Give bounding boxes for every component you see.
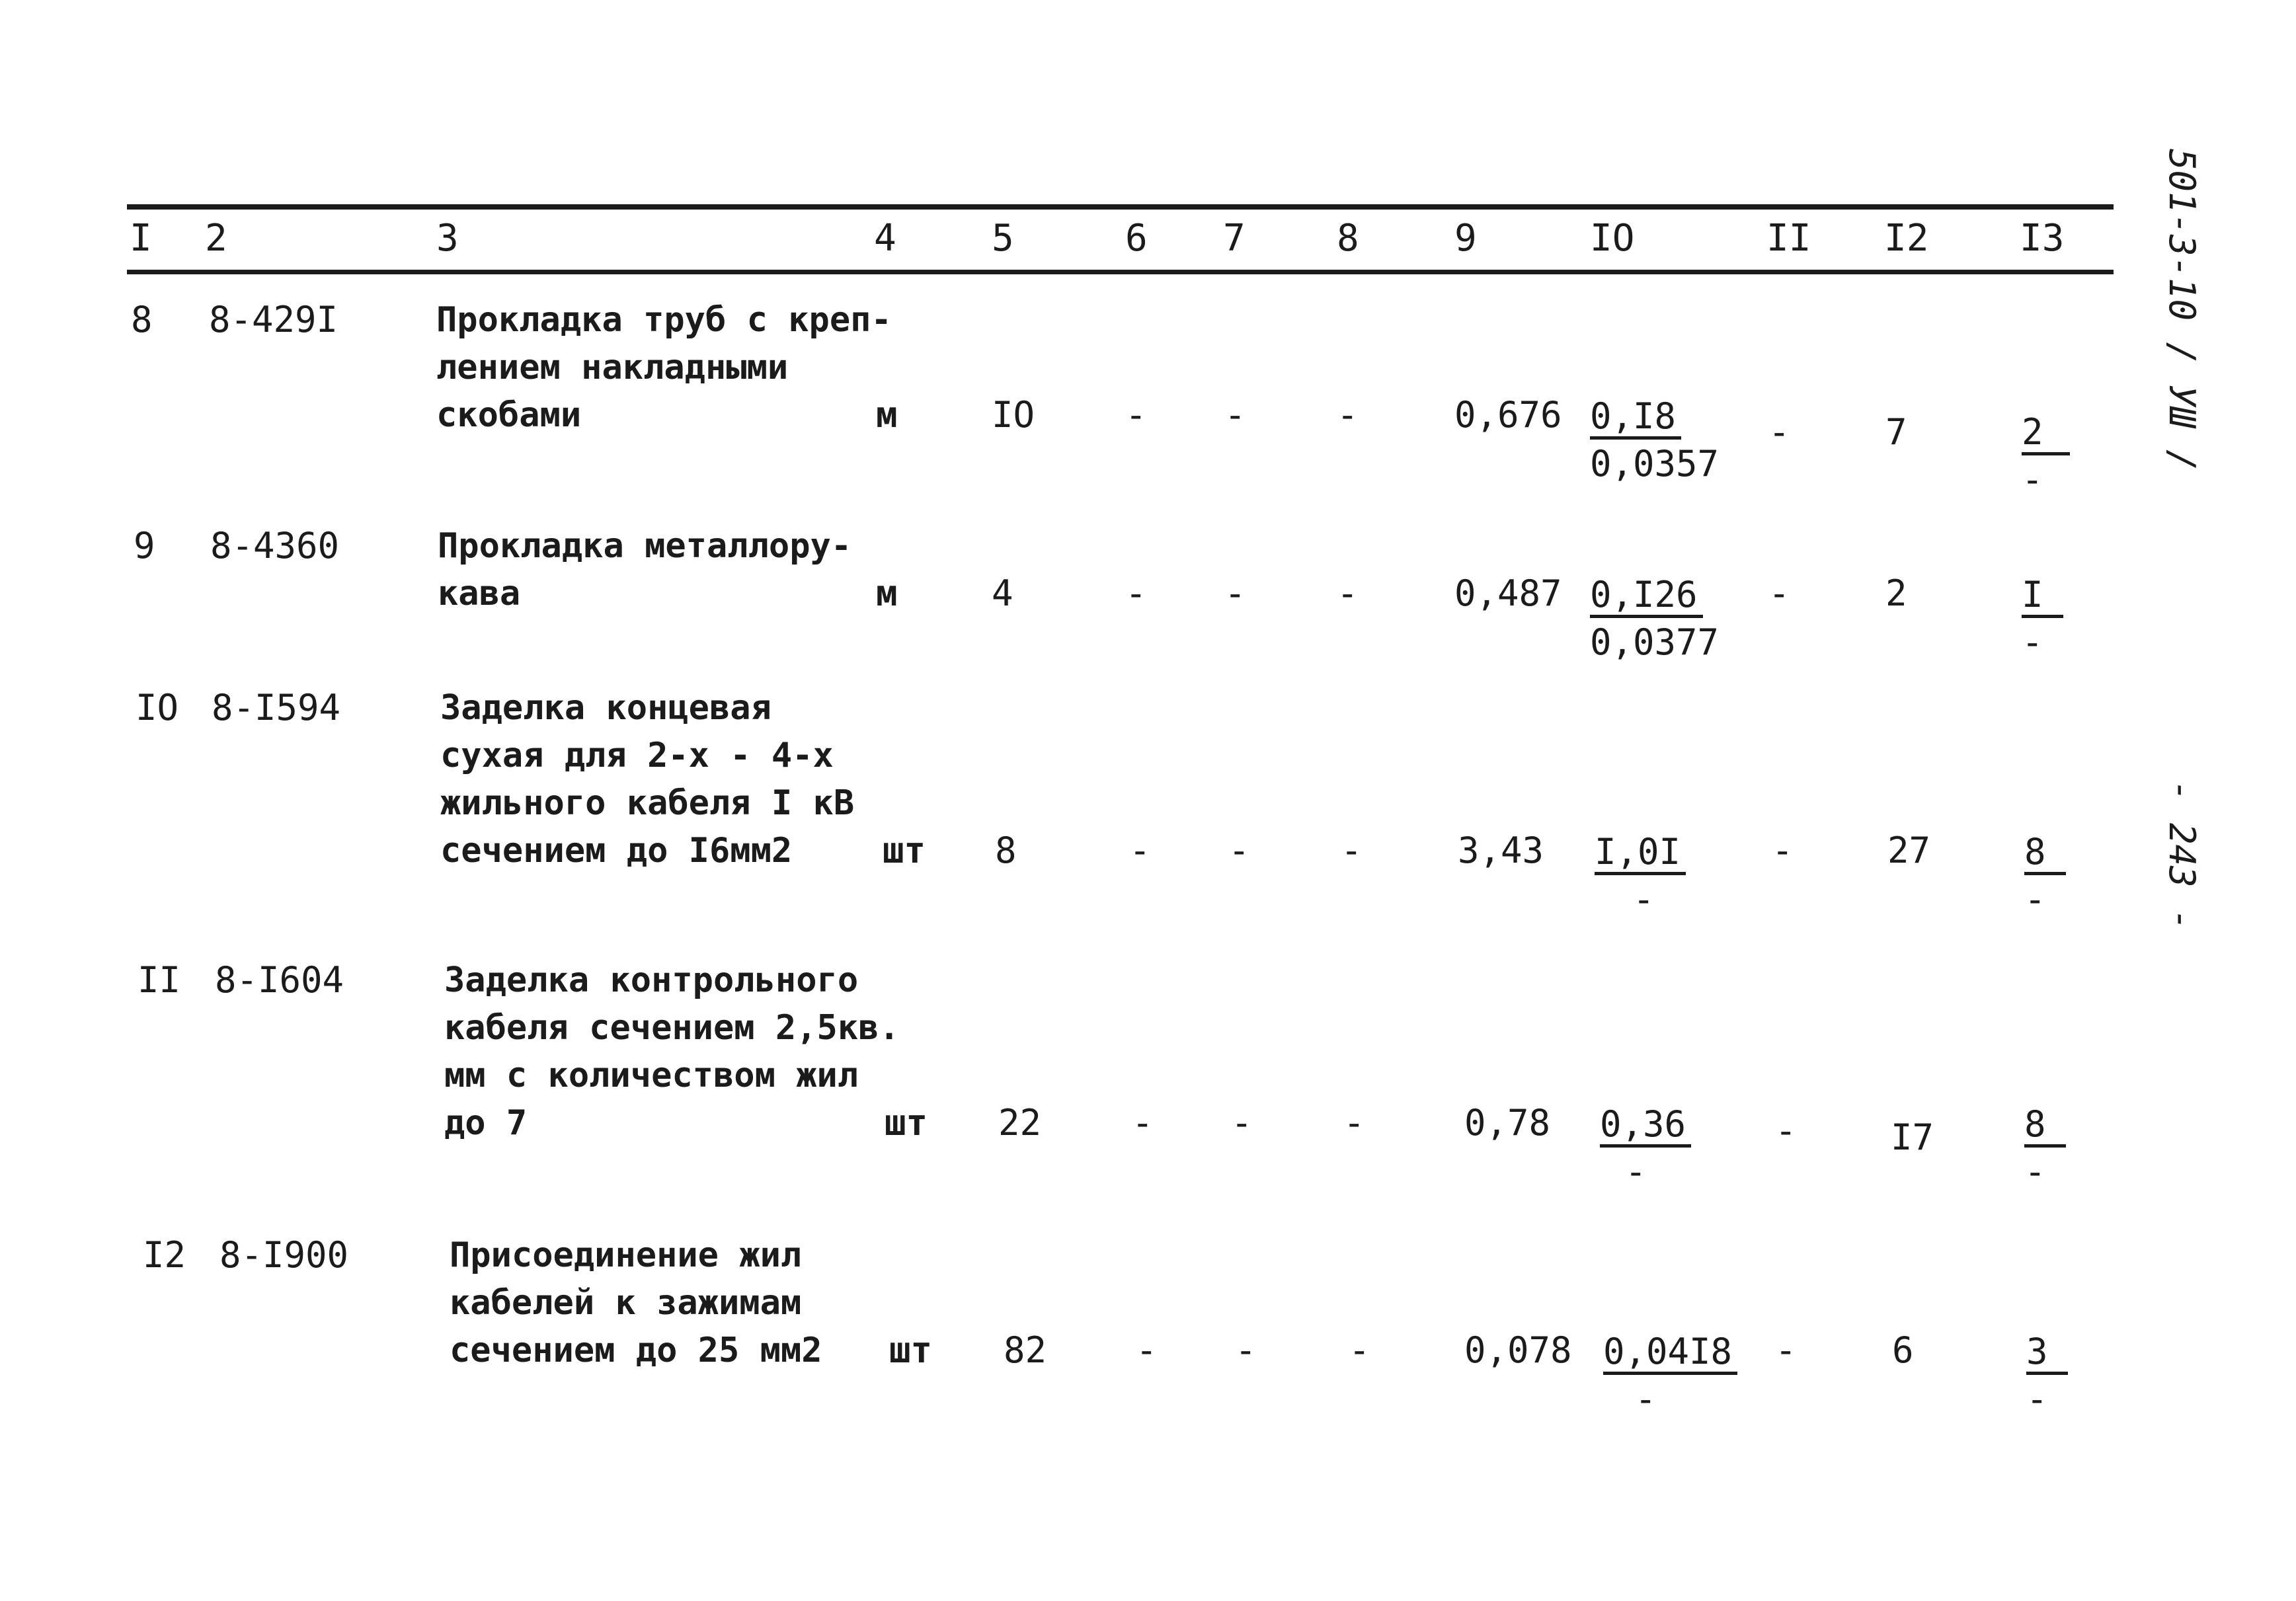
row-col13-fraction xyxy=(2022,409,2070,504)
row-col10-numerator: 0,04I8 xyxy=(1603,1332,1737,1375)
row-col10-denominator: - xyxy=(1635,1378,1657,1420)
row-col12: I7 xyxy=(1891,1116,1934,1158)
row-unit: шт xyxy=(885,1102,928,1144)
row-quantity: 8 xyxy=(995,830,1017,871)
row-code: 8-429I xyxy=(209,299,338,340)
column-header-9: 9 xyxy=(1454,217,1477,260)
row-col12: 27 xyxy=(1887,830,1931,871)
row-col7: - xyxy=(1235,1329,1257,1371)
row-col13-numerator: 2 xyxy=(2022,412,2070,455)
row-col8: - xyxy=(1337,394,1359,436)
row-col11: - xyxy=(1775,1329,1797,1371)
row-col13-fraction xyxy=(2024,1101,2066,1196)
row-col11: - xyxy=(1768,411,1790,453)
row-description: Прокладка труб с креп- лением накладными скобами xyxy=(436,300,892,435)
row-col6: - xyxy=(1125,394,1147,436)
table-header-rule xyxy=(127,270,2114,274)
page-number: - 243 - xyxy=(2161,780,2203,931)
column-header-12: I2 xyxy=(1884,217,1929,260)
row-col13-numerator: 8 xyxy=(2024,1105,2066,1148)
row-number: 8 xyxy=(131,299,153,340)
row-col11: - xyxy=(1775,1110,1797,1152)
row-col13-numerator: I xyxy=(2022,575,2063,618)
row-number: 9 xyxy=(134,525,155,566)
row-col7: - xyxy=(1228,830,1250,871)
row-number: I2 xyxy=(143,1234,186,1276)
row-unit: м xyxy=(876,394,898,436)
row-col12: 7 xyxy=(1885,411,1907,453)
row-quantity: 82 xyxy=(1004,1329,1047,1371)
row-col6: - xyxy=(1129,830,1151,871)
table-top-rule xyxy=(127,204,2114,210)
row-col13-fraction xyxy=(2024,828,2066,923)
column-header-6: 6 xyxy=(1125,217,1148,260)
row-col6: - xyxy=(1125,572,1147,614)
row-quantity: IO xyxy=(992,394,1035,436)
column-header-3: 3 xyxy=(436,217,459,260)
row-description: Прокладка металлору- кава xyxy=(438,526,852,613)
row-col11: - xyxy=(1772,830,1794,871)
column-header-13: I3 xyxy=(2020,217,2065,260)
row-col6: - xyxy=(1132,1102,1154,1144)
row-col8: - xyxy=(1343,1102,1365,1144)
row-col10-denominator: 0,0357 xyxy=(1590,443,1720,485)
row-col7: - xyxy=(1224,572,1246,614)
row-code: 8-I594 xyxy=(212,687,341,728)
row-col13-fraction xyxy=(2022,571,2063,666)
row-code: 8-I604 xyxy=(215,959,344,1001)
row-col10-numerator: 0,I26 xyxy=(1590,575,1703,618)
row-col10-denominator: 0,0377 xyxy=(1590,621,1720,663)
column-header-8: 8 xyxy=(1337,217,1359,260)
column-header-10: IO xyxy=(1590,217,1635,260)
row-quantity: 22 xyxy=(998,1102,1042,1144)
row-col9: 3,43 xyxy=(1458,830,1544,871)
row-col9: 0,676 xyxy=(1454,394,1562,436)
row-col8: - xyxy=(1349,1329,1370,1371)
row-col13-fraction xyxy=(2026,1328,2068,1423)
row-unit: м xyxy=(876,572,898,614)
row-col10-fraction xyxy=(1600,1101,1691,1196)
row-col13-denominator: - xyxy=(2024,879,2046,920)
row-col13-denominator: - xyxy=(2022,621,2043,663)
row-number: IO xyxy=(136,687,179,728)
column-header-5: 5 xyxy=(992,217,1014,260)
column-header-2: 2 xyxy=(205,217,227,260)
row-col10-numerator: 0,36 xyxy=(1600,1105,1691,1148)
row-description: Заделка контрольного кабеля сечением 2,5кв. мм с количеством жил до 7 xyxy=(444,960,900,1143)
row-code: 8-4360 xyxy=(210,525,340,566)
row-col7: - xyxy=(1231,1102,1253,1144)
row-col12: 6 xyxy=(1892,1329,1914,1371)
row-col9: 0,487 xyxy=(1454,572,1562,614)
row-col11: - xyxy=(1768,572,1790,614)
row-col7: - xyxy=(1224,394,1246,436)
row-col6: - xyxy=(1136,1329,1158,1371)
row-quantity: 4 xyxy=(992,572,1013,614)
row-col8: - xyxy=(1341,830,1363,871)
row-code: 8-I900 xyxy=(219,1234,349,1276)
row-description: Заделка концевая сухая для 2-х - 4-х жильного кабеля I кВ сечением до I6мм2 xyxy=(440,688,855,871)
row-number: II xyxy=(138,959,181,1001)
row-col10-fraction xyxy=(1590,393,1719,488)
row-col10-fraction xyxy=(1595,828,1686,923)
row-col13-denominator: - xyxy=(2026,1378,2048,1420)
row-col9: 0,078 xyxy=(1464,1329,1572,1371)
document-code: 501-3-10 / УШ / xyxy=(2161,149,2203,471)
row-col10-numerator: 0,I8 xyxy=(1590,397,1681,440)
column-header-1: I xyxy=(130,217,152,260)
column-header-7: 7 xyxy=(1223,217,1246,260)
row-unit: шт xyxy=(889,1329,933,1371)
row-col10-denominator: - xyxy=(1625,1151,1647,1192)
column-header-4: 4 xyxy=(874,217,896,260)
row-col10-denominator: - xyxy=(1633,879,1655,920)
column-header-11: II xyxy=(1766,217,1811,260)
row-col12: 2 xyxy=(1885,572,1907,614)
row-unit: шт xyxy=(883,830,926,871)
row-col13-denominator: - xyxy=(2024,1151,2046,1192)
row-col10-fraction xyxy=(1590,571,1719,666)
row-col9: 0,78 xyxy=(1464,1102,1551,1144)
row-description: Присоединение жил кабелей к зажимам сечением до 25 мм2 xyxy=(450,1235,822,1370)
row-col13-numerator: 3 xyxy=(2026,1332,2068,1375)
row-col13-denominator: - xyxy=(2022,459,2043,500)
row-col8: - xyxy=(1337,572,1359,614)
row-col10-numerator: I,0I xyxy=(1595,832,1686,875)
row-col10-fraction xyxy=(1603,1328,1737,1423)
row-col13-numerator: 8 xyxy=(2024,832,2066,875)
